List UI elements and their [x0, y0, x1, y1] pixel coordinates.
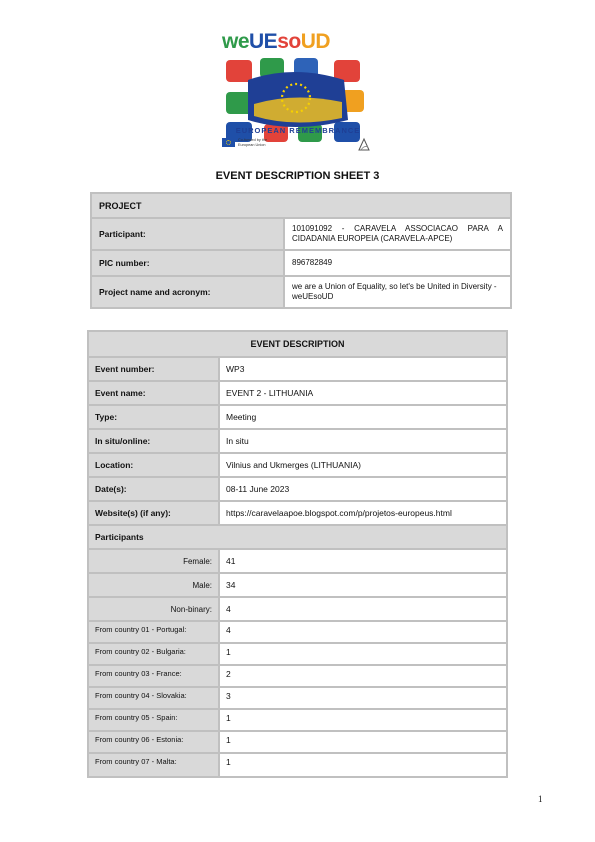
eu-flag-icon [222, 138, 235, 147]
location-label: Location: [89, 454, 218, 478]
logo-subtitle: EUROPEAN REMEMBRANCE [235, 126, 361, 135]
country-07-label: From country 07 - Malta: [89, 754, 218, 776]
event-number-value: WP3 [218, 358, 506, 382]
dates-value: 08-11 June 2023 [218, 478, 506, 502]
female-label: Female: [89, 550, 218, 574]
country-05-value: 1 [218, 710, 506, 732]
eu-funding-text: Co-funded by the European Union [238, 138, 268, 147]
country-02-value: 1 [218, 644, 506, 666]
country-07-value: 1 [218, 754, 506, 776]
event-number-label: Event number: [89, 358, 218, 382]
weuesoud-logo [218, 30, 378, 160]
project-table [90, 192, 512, 309]
eu-funding-mark [222, 138, 274, 147]
location-value: Vilnius and Ukmerges (LITHUANIA) [218, 454, 506, 478]
event-description-table [87, 330, 508, 778]
website-label: Website(s) (if any): [89, 502, 218, 526]
non-binary-value: 4 [218, 598, 506, 622]
country-01-label: From country 01 - Portugal: [89, 622, 218, 644]
country-06-label: From country 06 - Estonia: [89, 732, 218, 754]
participant-value: 101091092 - CARAVELA ASSOCIACAO PARA A CIDADANIA EUROPEIA (CARAVELA-APCE) [283, 219, 510, 251]
male-value: 34 [218, 574, 506, 598]
type-label: Type: [89, 406, 218, 430]
female-value: 41 [218, 550, 506, 574]
pic-number-value: 896782849 [283, 251, 510, 277]
pic-number-label: PIC number: [92, 251, 283, 277]
non-binary-label: Non-binary: [89, 598, 218, 622]
page-number: 1 [538, 794, 543, 804]
event-name-value: EVENT 2 - LITHUANIA [218, 382, 506, 406]
project-name-value: we are a Union of Equality, so let's be United in Diversity - weUEsoUD [283, 277, 510, 307]
in-situ-online-label: In situ/online: [89, 430, 218, 454]
participant-label: Participant: [92, 219, 283, 251]
country-05-label: From country 05 - Spain: [89, 710, 218, 732]
type-value: Meeting [218, 406, 506, 430]
event-description-header: EVENT DESCRIPTION [89, 332, 506, 358]
country-03-label: From country 03 - France: [89, 666, 218, 688]
partner-logo-icon [356, 136, 372, 152]
country-02-label: From country 02 - Bulgaria: [89, 644, 218, 666]
logo-wordmark: weUEsoUD [222, 30, 331, 53]
in-situ-online-value: In situ [218, 430, 506, 454]
country-01-value: 4 [218, 622, 506, 644]
participants-label: Participants [89, 526, 506, 550]
project-header: PROJECT [92, 194, 510, 219]
country-04-label: From country 04 - Slovakia: [89, 688, 218, 710]
dates-label: Date(s): [89, 478, 218, 502]
project-name-label: Project name and acronym: [92, 277, 283, 307]
country-04-value: 3 [218, 688, 506, 710]
website-value: https://caravelaapoe.blogspot.com/p/projetos-europeus.html [218, 502, 506, 526]
country-06-value: 1 [218, 732, 506, 754]
page-title: EVENT DESCRIPTION SHEET 3 [215, 170, 380, 182]
country-03-value: 2 [218, 666, 506, 688]
event-name-label: Event name: [89, 382, 218, 406]
male-label: Male: [89, 574, 218, 598]
